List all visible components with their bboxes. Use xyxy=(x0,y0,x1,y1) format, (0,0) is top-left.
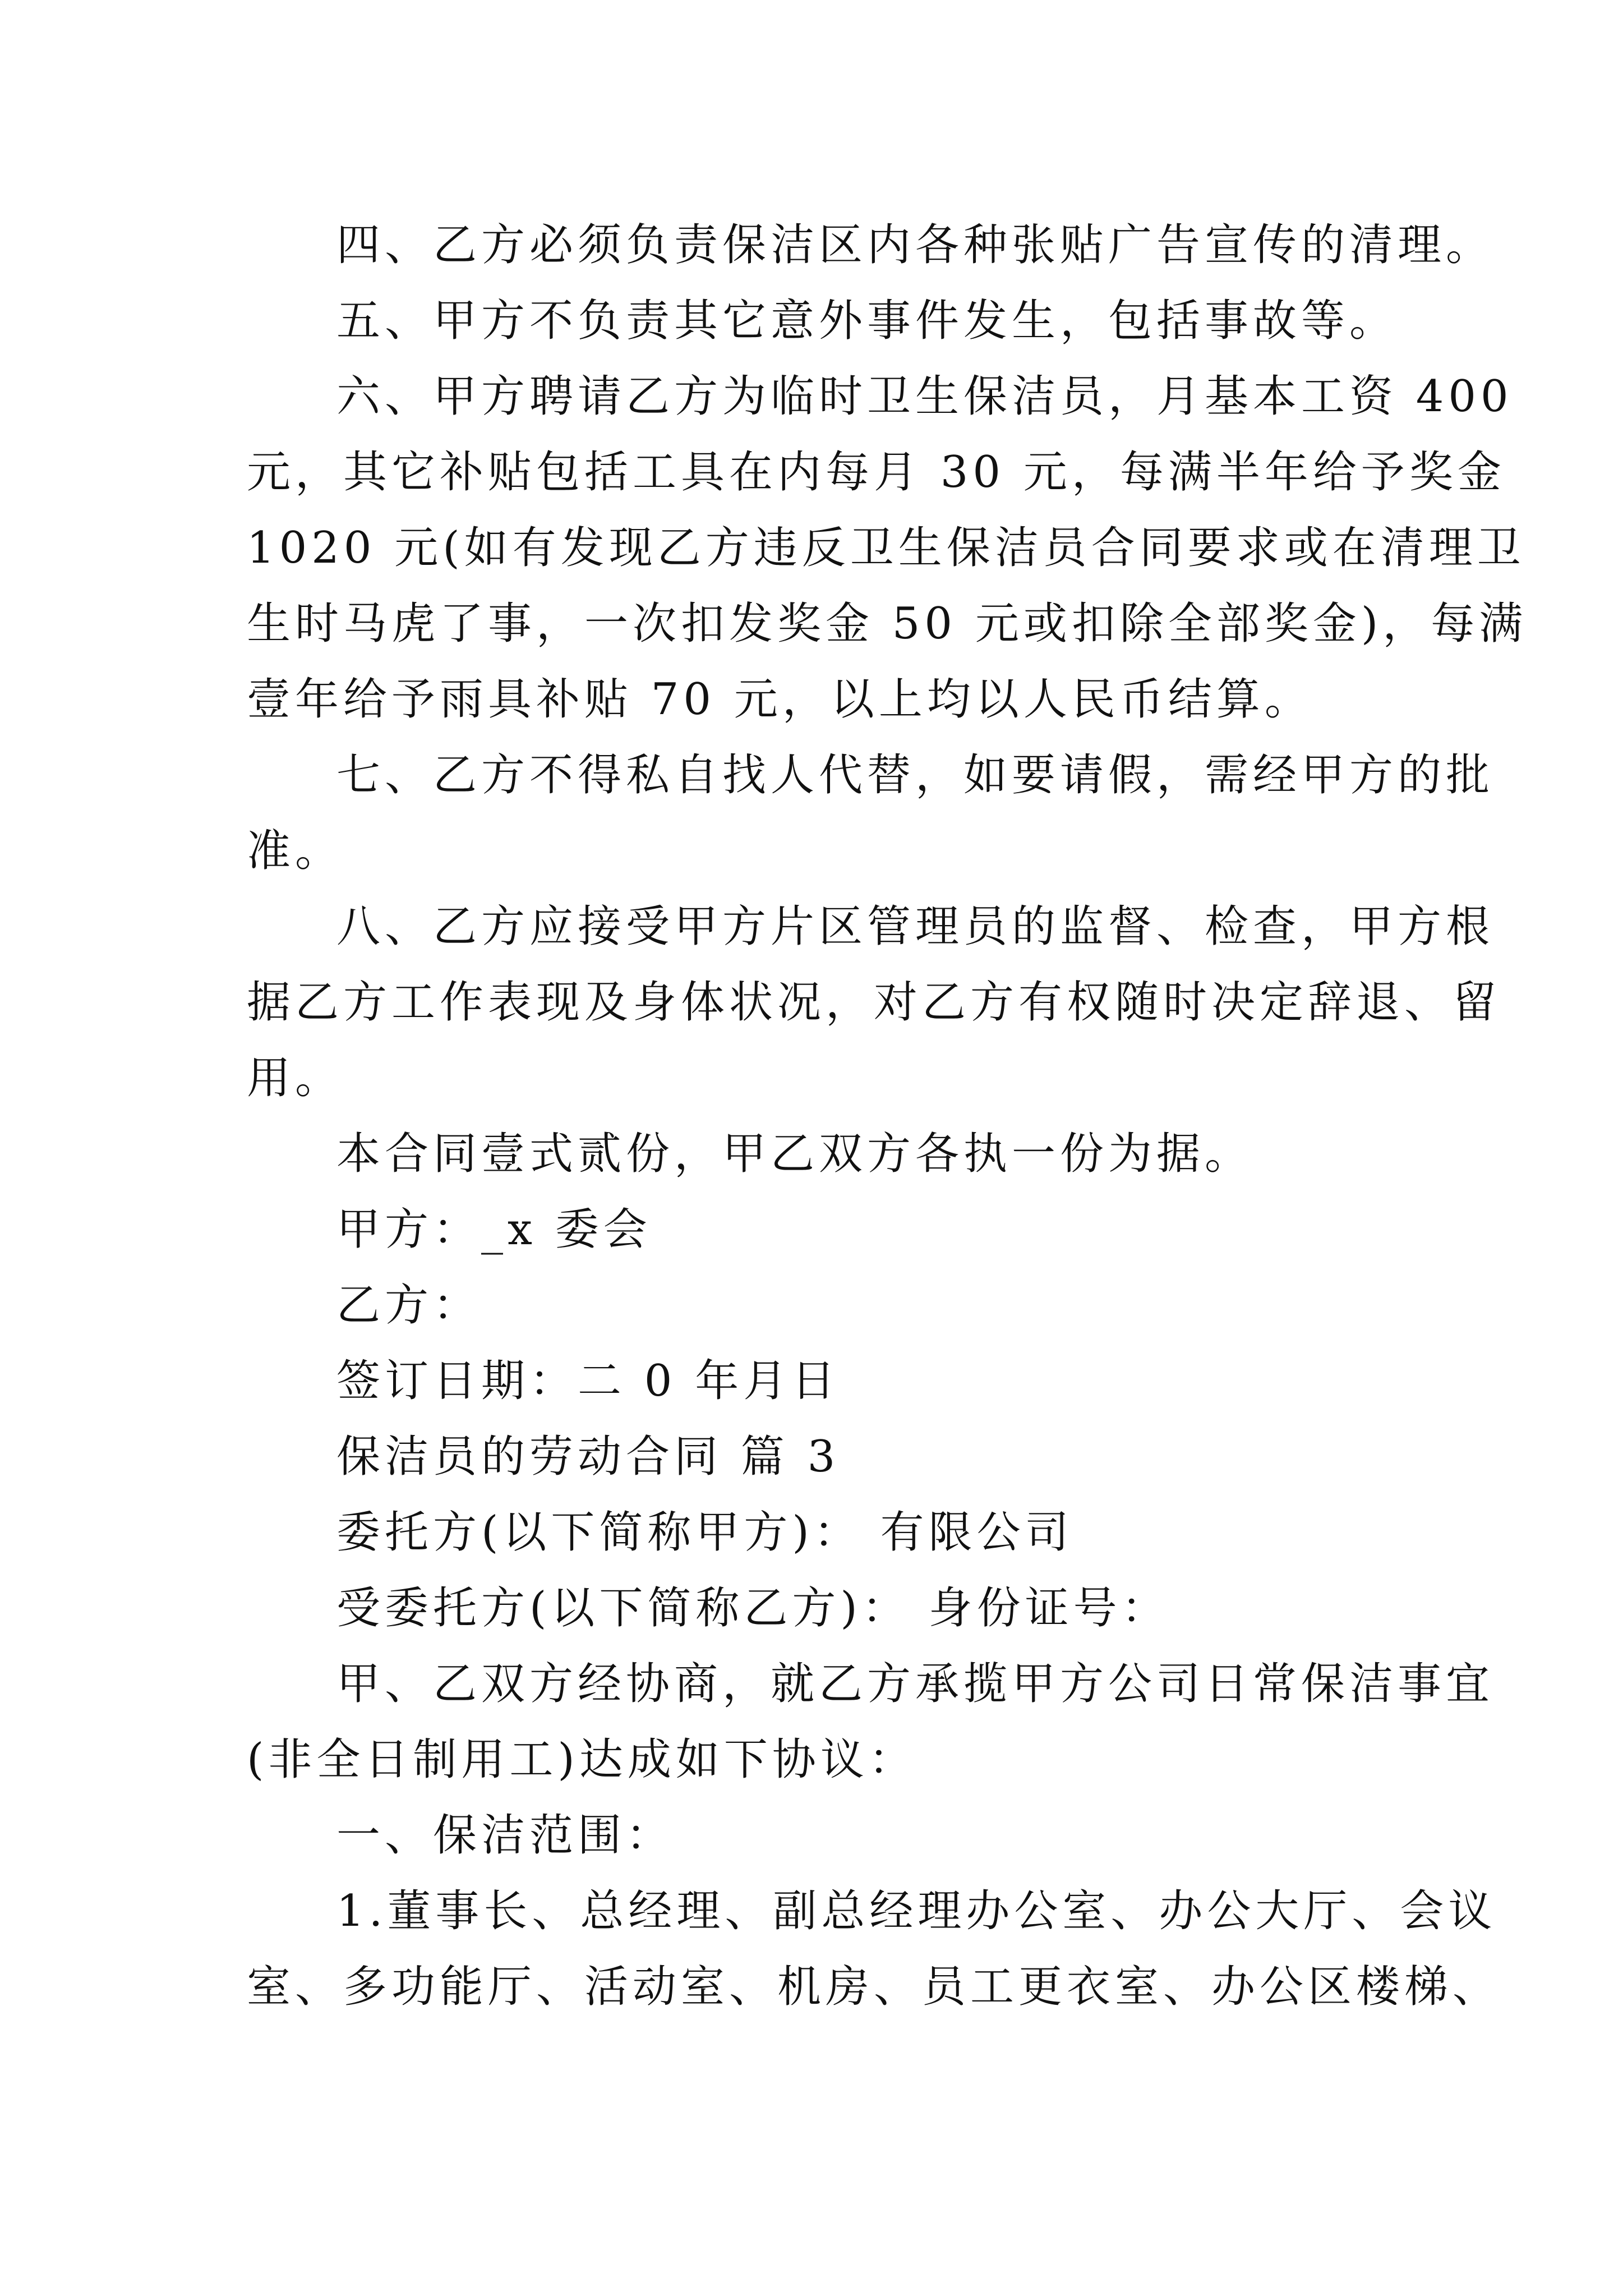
scope-heading: 一、保洁范围： xyxy=(336,1810,675,1861)
clause-6-line-5: 壹年给予雨具补贴 70 元，以上均以人民币结算。 xyxy=(247,674,1313,725)
agreement-intro-line-1: 甲、乙双方经协商，就乙方承揽甲方公司日常保洁事宜 xyxy=(336,1659,1495,1709)
contractor-party: 受委托方(以下简称乙方)： 身份证号： xyxy=(336,1583,1170,1634)
clause-8-line-3: 用。 xyxy=(247,1053,344,1103)
party-a-signature: 甲方：_x 委会 xyxy=(336,1204,652,1255)
party-b-signature: 乙方： xyxy=(336,1280,482,1331)
clause-8-line-1: 八、乙方应接受甲方片区管理员的监督、检查，甲方根 xyxy=(336,901,1495,952)
clause-6-line-2: 元，其它补贴包括工具在内每月 30 元，每满半年给予奖金 xyxy=(247,447,1506,498)
clause-7-line-1: 七、乙方不得私自找人代替，如要请假，需经甲方的批 xyxy=(336,750,1495,800)
clause-5-line-1: 五、甲方不负责其它意外事件发生，包括事故等。 xyxy=(336,296,1398,346)
agreement-intro-line-2: (非全日制用工)达成如下协议： xyxy=(247,1734,917,1785)
section-heading: 保洁员的劳动合同 篇 3 xyxy=(336,1432,840,1482)
clause-7-line-2: 准。 xyxy=(247,826,344,876)
clause-6-line-1: 六、甲方聘请乙方为临时卫生保洁员，月基本工资 400 xyxy=(336,371,1513,422)
scope-item-1-line-2: 室、多功能厅、活动室、机房、员工更衣室、办公区楼梯、 xyxy=(247,1962,1501,2012)
scope-item-1-line-1: 1.董事长、总经理、副总经理办公室、办公大厅、会议 xyxy=(336,1886,1497,1936)
copies-statement: 本合同壹式贰份，甲乙双方各执一份为据。 xyxy=(336,1129,1253,1179)
clause-6-line-4: 生时马虎了事，一次扣发奖金 50 元或扣除全部奖金)，每满 xyxy=(247,599,1528,649)
signing-date: 签订日期：二 0 年月日 xyxy=(336,1356,840,1406)
clause-4-line-1: 四、乙方必须负责保洁区内各种张贴广告宣传的清理。 xyxy=(336,220,1495,270)
clause-6-line-3: 1020 元(如有发现乙方违反卫生保洁员合同要求或在清理卫 xyxy=(247,523,1525,573)
principal-party: 委托方(以下简称甲方)： 有限公司 xyxy=(336,1507,1073,1558)
clause-8-line-2: 据乙方工作表现及身体状况，对乙方有权随时决定辞退、留 xyxy=(247,977,1501,1028)
